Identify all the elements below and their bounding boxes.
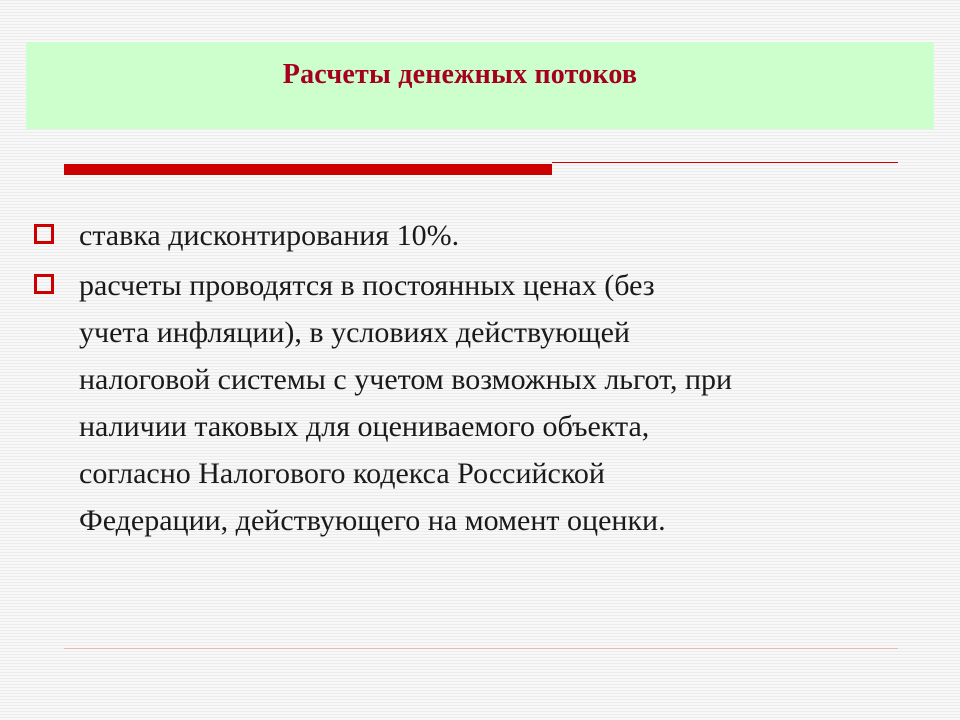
title-banner xyxy=(26,42,934,129)
footer-divider xyxy=(64,648,898,649)
accent-rule-thick xyxy=(64,164,552,175)
slide-title: Расчеты денежных потоков xyxy=(282,58,638,90)
bullet-text: ставка дисконтирования 10%. xyxy=(79,219,460,252)
bullet-text: расчеты проводятся в постоянных ценах (без учета инфляции), в условиях действующей налоговой системы с учетом возможных льгот, при наличии таковых для оцениваемого объекта, согласно Налогового кодекса Российской Федерации, действующего на момент оценки. xyxy=(79,269,733,537)
bullet-item-constant-prices xyxy=(34,262,954,544)
accent-rule-thin xyxy=(552,162,898,163)
hollow-square-icon xyxy=(34,274,54,294)
bullet-list xyxy=(34,212,954,547)
bullet-item-discount-rate xyxy=(34,212,954,259)
hollow-square-icon xyxy=(34,224,54,244)
